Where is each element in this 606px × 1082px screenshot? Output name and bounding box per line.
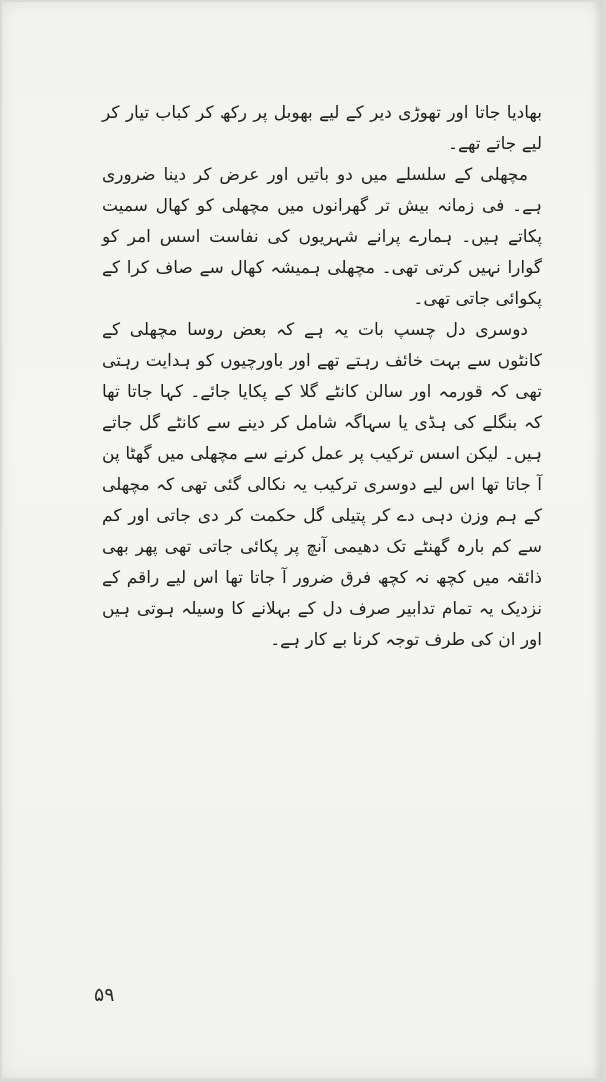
page-number: ۵۹	[94, 984, 115, 1006]
paragraph-2: مچھلی کے سلسلے میں دو باتیں اور عرض کر دینا ضروری ہے۔ فی زمانہ بیش تر گھرانوں میں مچھلی کو کھال سمیت پکاتے ہیں۔ ہمارے پرانے شہریوں کی نفاست اسس امر کو گوارا نہیں کرتی تھی۔ مچھلی ہمیشہ کھال سے صاف کرا کے پکوائی جاتی تھی۔	[102, 165, 542, 309]
document-page	[2, 2, 602, 1078]
paragraph-1: بھادیا جاتا اور تھوڑی دیر کے لیے بھوبل پر رکھ کر کباب تیار کر لیے جاتے تھے۔	[102, 103, 542, 154]
body-text	[102, 98, 542, 656]
page-edge-shadow	[592, 2, 602, 1078]
paragraph-3: دوسری دل چسپ بات یہ ہے کہ بعض روسا مچھلی کے کانٹوں سے بہت خائف رہتے تھے اور باورچیوں کو ہدایت رہتی تھی کہ قورمہ اور سالن کانٹے گلا کے پکایا جائے۔ کہا جاتا تھا کہ بنگلے کی ہڈی یا سہاگہ شامل کر دینے سے کانٹے گل جاتے ہیں۔ لیکن اسس ترکیب پر عمل کرنے سے مچھلی میں گھٹا پن آ جاتا تھا اس لیے دوسری ترکیب یہ نکالی گئی تھی کہ مچھلی کے ہم وزن دہی دے کر پتیلی گل حکمت کر دی جاتی اور کم سے کم بارہ گھنٹے تک دھیمی آنچ پر پکائی جاتی تھی پھر بھی ذائقہ میں کچھ نہ کچھ فرق ضرور آ جاتا تھا اس لیے راقم کے نزدیک یہ تمام تدابیر صرف دل کے بہلانے کا وسیلہ ہوتی ہیں اور ان کی طرف توجہ کرنا بے کار ہے۔	[102, 320, 542, 650]
